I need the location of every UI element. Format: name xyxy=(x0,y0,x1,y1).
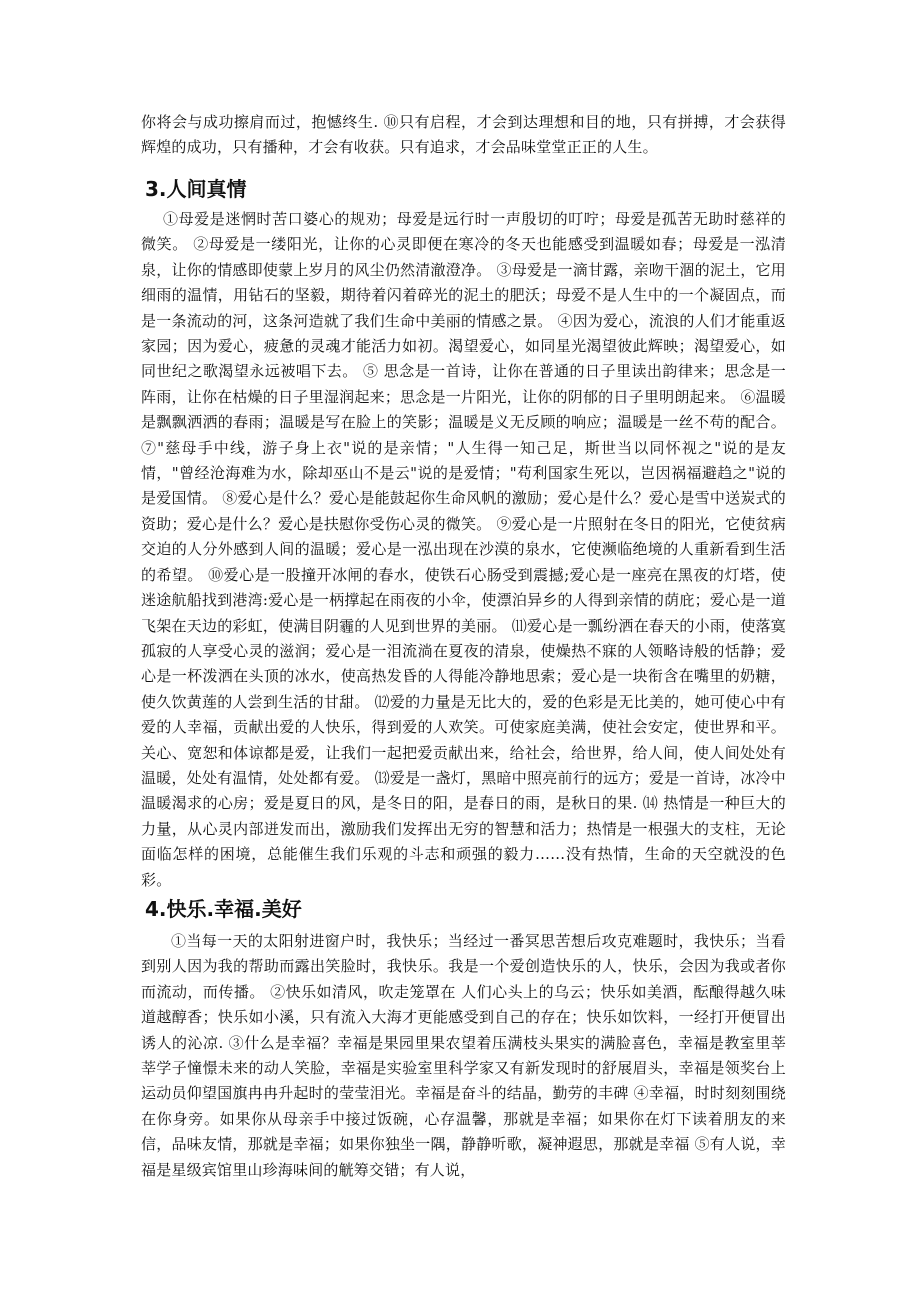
section-4-body: ①当每一天的太阳射进窗户时，我快乐；当经过一番冥思苦想后攻克难题时，我快乐；当看到别人因为我的帮助而露出笑脸时，我快乐。我是一个爱创造快乐的人，快乐，会因为我或者你而流动，而传播。 ②快乐如清风，吹走笼罩在 人们心头上的乌云；快乐如美酒，酝酿得越久味道越醇香；快乐如小溪，只有流入大海才更能感受到自己的存在；快乐如饮料，一经打开便冒出诱人的沁凉. ③什么是幸福？幸福是果园里果农望着压满枝头果实的满脸喜色，幸福是教室里莘莘学子憧憬未来的动人笑脸，幸福是实验室里科学家又有新发现时的舒展眉头，幸福是领奖台上运动员仰望国旗冉冉升起时的莹莹泪光。幸福是奋斗的结晶，勤劳的丰碑 ④幸福，时时刻刻围绕在你身旁。如果你从母亲手中接过饭碗，心存温馨，那就是幸福；如果你在灯下读着朋友的来信，品味友情，那就是幸福；如果你独坐一隅，静静听歌，凝神遐思，那就是幸福 ⑤有人说，幸福是星级宾馆里山珍海味间的觥筹交错；有人说， xyxy=(141,932,786,1179)
section-3-body: ①母爱是迷惘时苦口婆心的规劝；母爱是远行时一声殷切的叮咛；母爱是孤苦无助时慈祥的微笑。 ②母爱是一缕阳光，让你的心灵即便在寒冷的冬天也能感受到温暖如春；母爱是一泓清泉，让你的情感即使蒙上岁月的风尘仍然清澈澄净。 ③母爱是一滴甘露，亲吻干涸的泥土，它用细雨的温情，用钻石的坚毅，期待着闪着碎光的泥土的肥沃；母爱不是人生中的一个凝固点，而是一条流动的河，这条河造就了我们生命中美丽的情感之景。 ④因为爱心，流浪的人们才能重返家园；因为爱心，疲惫的灵魂才能活力如初。渴望爱心，如同星光渴望彼此辉映；渴望爱心，如同世纪之歌渴望永远被唱下去。 ⑤ 思念是一首诗，让你在普通的日子里读出韵律来；思念是一阵雨，让你在枯燥的日子里湿润起来；思念是一片阳光，让你的阴郁的日子里明朗起来。 ⑥温暖是飘飘洒洒的春雨；温暖是写在脸上的笑影；温暖是义无反顾的响应；温暖是一丝不苟的配合。 ⑦"慈母手中线，游子身上衣"说的是亲情；"人生得一知己足，斯世当以同怀视之"说的是友情，"曾经沧海难为水，除却巫山不是云"说的是爱情；"苟利国家生死以，岂因祸福避趋之"说的是爱国情。 ⑧爱心是什么？爱心是能鼓起你生命风帆的激励；爱心是什么？爱心是雪中送炭式的资助；爱心是什么？爱心是扶慰你受伤心灵的微笑。 ⑨爱心是一片照射在冬日的阳光，它使贫病交迫的人分外感到人间的温暖；爱心是一泓出现在沙漠的泉水，它使濒临绝境的人重新看到生活的希望。 ⑩爱心是一股撞开冰闸的春水，使铁石心肠受到震撼;爱心是一座亮在黑夜的灯塔，使迷途航船找到港湾:爱心是一柄撑起在雨夜的小伞，使漂泊异乡的人得到亲情的荫庇；爱心是一道飞架在天边的彩虹，使满目阴霾的人见到世界的美丽。 ⑾爱心是一瓢纷洒在春天的小雨，使落寞孤寂的人享受心灵的滋润；爱心是一泪流淌在夏夜的清泉，使燥热不寐的人领略诗般的恬静；爱心是一杯泼洒在头顶的冰水，使高热发昏的人得能冷静地思索；爱心是一块衔含在嘴里的奶糖，使久饮黄莲的人尝到生活的甘甜。 ⑿爱的力量是无比大的，爱的色彩是无比美的，她可使心中有爱的人幸福，贡献出爱的人快乐，得到爱的人欢笑。可使家庭美满，使社会安定，使世界和平。关心、宽恕和体谅都是爱，让我们一起把爱贡献出来，给社会，给世界，给人间，使人间处处有温暖，处处有温情，处处都有爱。 ⒀爱是一盏灯，黑暗中照亮前行的远方；爱是一首诗，冰冷中温暖渴求的心房；爱是夏日的风，是冬日的阳，是春日的雨，是秋日的果. ⒁ 热情是一种巨大的力量，从心灵内部迸发而出，激励我们发挥出无穷的智慧和活力；热情是一根强大的支柱，无论面临怎样的困境，总能催生我们乐观的斗志和顽强的毅力……没有热情，生命的天空就没的色彩。 xyxy=(141,210,786,889)
section-4-heading: 4.快乐.幸福.美好 xyxy=(145,897,302,921)
section-3-heading: 3.人间真情 xyxy=(145,177,247,201)
intro-paragraph: 你将会与成功擦肩而过，抱憾终生. ⑩只有启程，才会到达理想和目的地，只有拼搏，才会获得辉煌的成功，只有播种，才会有收获。只有追求，才会品味堂堂正正的人生。 xyxy=(141,113,786,157)
